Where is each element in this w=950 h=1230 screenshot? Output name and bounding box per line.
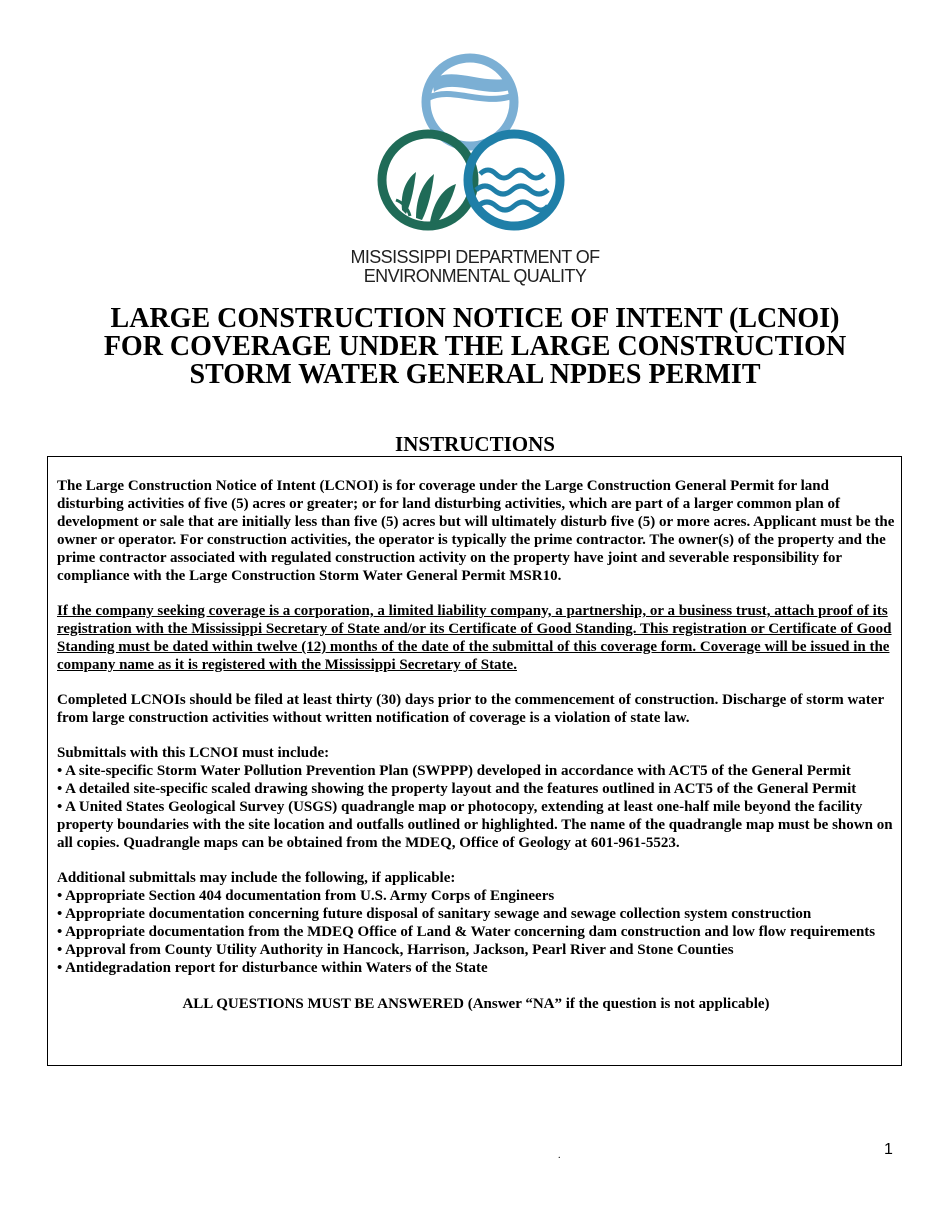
list-item: • Appropriate documentation from the MDEQ Office of Land & Water concerning dam construction and low flow requirements [57,924,876,940]
additional-heading: Additional submittals may include the following, if applicable: [57,870,456,886]
document-title [0,305,950,389]
list-item: • A detailed site-specific scaled drawing showing the property layout and the features outlined in ACT5 of the General Permit [57,781,857,797]
title-line-1: LARGE CONSTRUCTION NOTICE OF INTENT (LCNOI) [110,303,840,334]
list-item: • Antidegradation report for disturbance within Waters of the State [57,960,488,976]
instructions-box [47,456,902,1066]
footer-mark: . [558,1150,561,1161]
submittals-heading: Submittals with this LCNOI must include: [57,745,330,761]
list-item: • Appropriate documentation concerning future disposal of sanitary sewage and sewage collection system construction [57,906,812,922]
registration-paragraph: If the company seeking coverage is a corporation, a limited liability company, a partnership, or a business trust, attach proof of its registration with the Mississippi Secretary of State and/or its Certificate of Good Standing. This registration or Certificate of Good Standing must be dated within twelve (12) months of the date of the submittal of this coverage form. Coverage will be issued in the company name as it is registered with the Mississippi Secretary of State. [57,603,892,673]
filing-paragraph: Completed LCNOIs should be filed at least thirty (30) days prior to the commencement of construction. Discharge of storm water from large construction activities without written notification of coverage is a violation of state law. [57,692,884,726]
additional-submittals [57,869,895,977]
list-item: • Approval from County Utility Authority in Hancock, Harrison, Jackson, Pearl River and Stone Counties [57,942,734,958]
intro-paragraph: The Large Construction Notice of Intent (LCNOI) is for coverage under the Large Construction General Permit for land disturbing activities of five (5) acres or greater; or for land disturbing activities, which are part of a larger common plan of development or sale that are initially less than five (5) acres but will ultimately disturb five (5) or more acres. Applicant must be the owner or operator. For construction activities, the operator is typically the prime contractor. The owner(s) of the property and the prime contractor associated with regulated construction activity on the property have joint and severable responsibility for compliance with the Large Construction Storm Water General Permit MSR10. [57,478,895,584]
mdeq-logo-icon [372,50,572,240]
page-number: 1 [884,1141,893,1158]
list-item: • Appropriate Section 404 documentation from U.S. Army Corps of Engineers [57,888,555,904]
instructions-heading: INSTRUCTIONS [395,432,555,456]
organization-name: MISSISSIPPI DEPARTMENT OF ENVIRONMENTAL QUALITY [350,247,600,286]
header-logo [0,50,950,295]
answer-all-note: ALL QUESTIONS MUST BE ANSWERED (Answer “NA” if the question is not applicable) [182,996,770,1012]
list-item: • A site-specific Storm Water Pollution Prevention Plan (SWPPP) developed in accordance with ACT5 of the General Permit [57,763,851,779]
title-line-2: FOR COVERAGE UNDER THE LARGE CONSTRUCTION [103,331,847,362]
required-submittals [57,744,895,852]
list-item: • A United States Geological Survey (USGS) quadrangle map or photocopy, extending at least one-half mile beyond the facility property boundaries with the site location and outfalls outlined or highlighted. The name of the quadrangle map must be shown on all copies. Quadrangle maps can be obtained from the MDEQ, Office of Geology at 601-961-5523. [57,799,893,851]
title-line-3: STORM WATER GENERAL NPDES PERMIT [189,359,761,390]
